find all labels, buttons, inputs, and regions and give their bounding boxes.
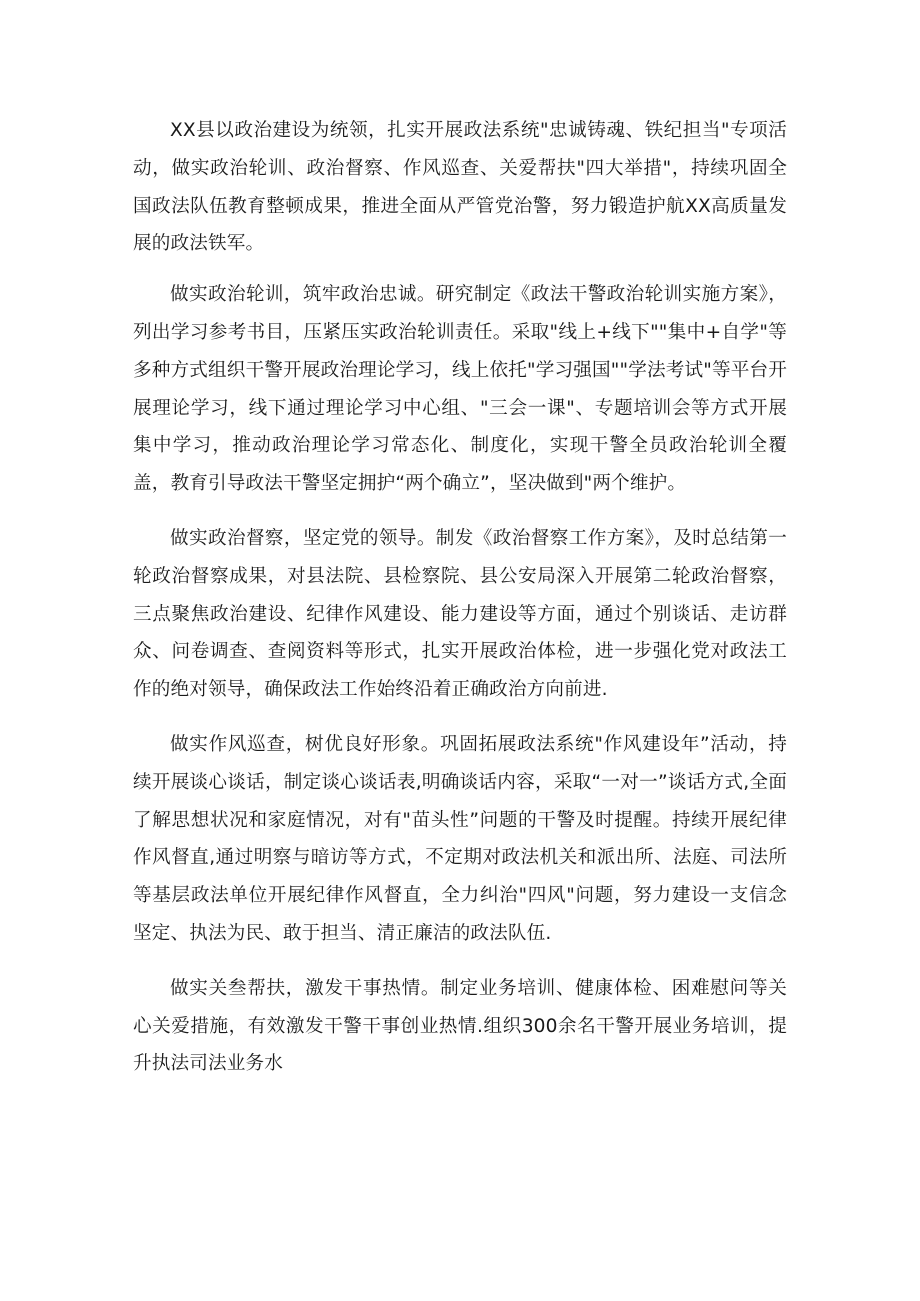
paragraph-care-support: 做实关叁帮扶，激发干事热情。制定业务培训、健康体检、困难慰问等关心关爱措施，有效激发干警干事创业热情.组织300余名干警开展业务培训，提升执法司法业务水: [133, 977, 787, 1075]
paragraph-political-training: 做实政治轮训，筑牢政治忠诚。研究制定《政法干警政治轮训实施方案》，列出学习参考书目，压紧压实政治轮训责任。采取"线上+线下""集中+自学"等多种方式组织干警开展政治理论学习，线上依托"学习强国""学法考试"等平台开展理论学习，线下通过理论学习中心组、"三会一课"、专题培训会等方式开展集中学习，推动政治理论学习常态化、制度化，实现干警全员政治轮训全覆盖，教育引导政法干警坚定拥护“两个确立”，坚决做到"两个维护。: [133, 284, 787, 495]
paragraph-intro: XX县以政治建设为统领，扎实开展政法系统"忠诚铸魂、铁纪担当"专项活动，做实政治轮训、政治督察、作风巡查、关爱帮扶"四大举措"，持续巩固全国政法队伍教育整顿成果，推进全面从严管党治警，努力锻造护航XX高质量发展的政法铁军。: [133, 120, 787, 255]
document-body: [133, 112, 787, 1083]
paragraph-style-inspection: 做实作风巡查，树优良好形象。巩固拓展政法系统"作风建设年”活动，持续开展谈心谈话，制定谈心谈话表,明确谈话内容，采取“一对一”谈话方式,全面了解思想状况和家庭情况，对有"苗头性”问题的干警及时提醒。持续开展纪律作风督直,通过明察与暗访等方式，不定期对政法机关和派出所、法庭、司法所等基层政法单位开展纪律作风督直，全力纠治"四风"问题，努力建设一支信念坚定、执法为民、敢于担当、清正廉洁的政法队伍.: [133, 733, 787, 944]
paragraph-political-inspection: 做实政治督察，坚定党的领导。制发《政治督察工作方案》，及时总结第一轮政治督察成果，对县法院、县检察院、县公安局深入开展第二轮政治督察，三点聚焦政治建设、纪律作风建设、能力建设等方面，通过个别谈话、走访群众、问卷调查、查阅资料等形式，扎实开展政治体检，进一步强化党对政法工作的绝对领导，确保政法工作始终沿着正确政治方向前进.: [133, 527, 787, 701]
